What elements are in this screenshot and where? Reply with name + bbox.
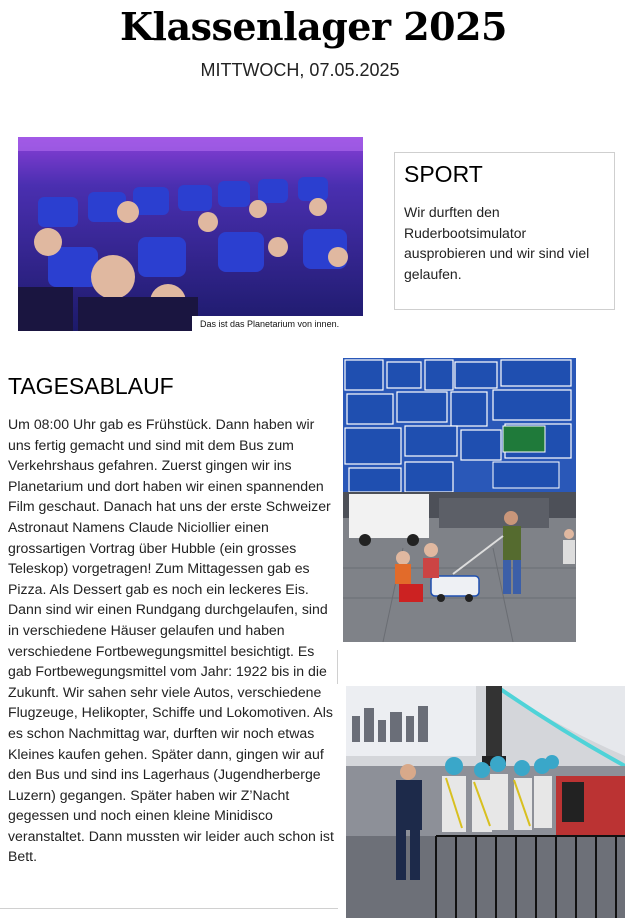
rowing-simulator-photo (346, 686, 625, 918)
tagesablauf-heading: TAGESABLAUF (8, 373, 174, 399)
page-date: MITTWOCH, 07.05.2025 (200, 60, 400, 80)
divider (0, 908, 338, 909)
planetarium-photo (18, 137, 363, 331)
planetarium-caption: Das ist das Planetarium von innen. (192, 316, 364, 332)
tagesablauf-text: Um 08:00 Uhr gab es Frühstück. Dann haben wir uns fertig gemacht und sind mit dem Bus zum Verkehrshaus gefahren. Zuerst gingen wir ins Planetarium und dort haben wir einen spannenden Film geschaut. Danach hat uns der erste Schweizer Astronaut Namens Claude Niciollier einen grossartigen Vortrag über Hubble (ein grosses Teleskop) vorgetragen! Zum Mittagessen gab es Pizza. Als Dessert gab es noch ein leckeres Eis. Dann sind wir einen Rundgang durchgelaufen, sind in verschiedene Häuser gelaufen und haben verschiedene Fortbewegungsmittel besichtigt. Es gab Fortbewegungsmittel vom Jahr: 1922 bis in die Zukunft. Wir sahen sehr viele Autos, verschiedene Flugzeuge, Helikopter, Schiffe und Lokomotiven. Als es schon Nachmittag war, durften wir noch etwas Kleines kaufen gehen. Später dann, gingen wir auf den Bus und sind ins Lagerhaus (Jugendherberge Luzern) gegangen. Später haben wir Z’Nacht gegessen und noch einen kleine Minidisco veranstaltet. Dann mussten wir leider auch schon ist Bett. (8, 416, 334, 865)
divider (337, 650, 338, 684)
sport-text: Wir durften den Ruderbootsimulator ausprobieren und wir sind viel gelaufen. (404, 204, 590, 282)
sport-heading: SPORT (404, 161, 483, 187)
traffic-signs-photo (343, 358, 576, 642)
sport-box (394, 152, 615, 310)
page-title: Klassenlager 2025 (120, 4, 507, 49)
